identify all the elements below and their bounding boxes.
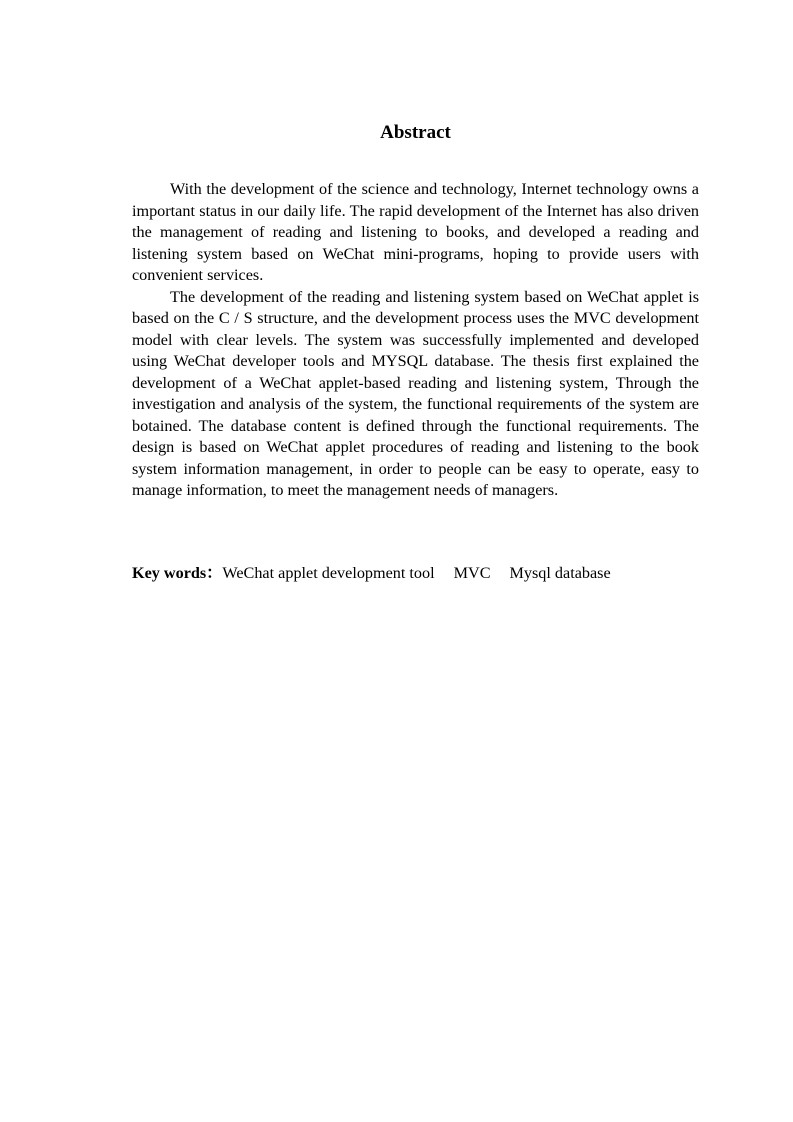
abstract-paragraph-1: With the development of the science and technology, Internet technology owns a important status in our daily life. The rapid development of the Internet has also driven the management of reading and listening to books, and developed a reading and listening system based on WeChat mini-programs, hoping to provide users with convenient services. (132, 180, 699, 284)
keyword-item: MVC (453, 564, 491, 582)
keywords-label: Key words： (132, 564, 223, 582)
abstract-title: Abstract (380, 122, 451, 143)
keyword-item: Mysql database (509, 564, 611, 582)
abstract-body (132, 179, 699, 502)
keyword-item: WeChat applet development tool (222, 564, 435, 582)
keywords-line (132, 563, 732, 585)
abstract-paragraph-2: The development of the reading and listening system based on WeChat applet is based on the C / S structure, and the development process uses the MVC development model with clear levels. The system was successfully implemented and developed using WeChat developer tools and MYSQL database. The thesis first explained the development of a WeChat applet-based reading and listening system, Through the investigation and analysis of the system, the functional requirements of the system are botained. The database content is defined through the functional requirements. The design is based on WeChat applet procedures of reading and listening to the book system information management, in order to people can be easy to operate, easy to manage information, to meet the management needs of managers. (132, 287, 699, 499)
